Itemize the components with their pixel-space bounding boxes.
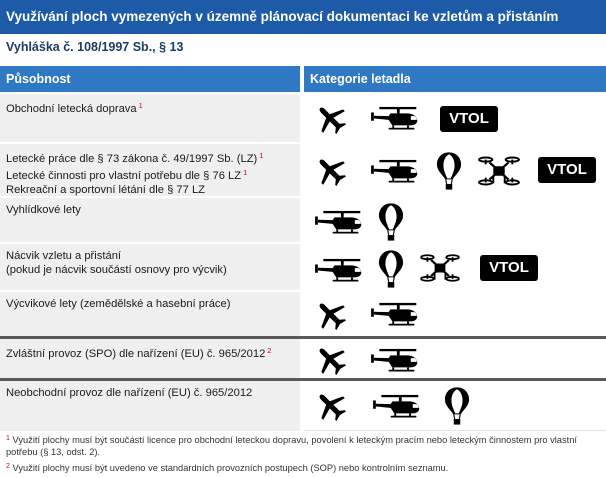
row-text: Zvláštní provoz (SPO) dle nařízení (EU) č. 965/2012 bbox=[6, 348, 266, 360]
row-text: Výcvikové lety (zemědělské a hasební práce) bbox=[6, 298, 231, 310]
footnote bbox=[6, 433, 598, 458]
table-row bbox=[0, 336, 606, 381]
row-scope bbox=[0, 339, 300, 381]
footnote bbox=[6, 461, 598, 474]
footnote-mark: 2 bbox=[6, 463, 10, 470]
footnote-mark: 1 bbox=[243, 168, 248, 177]
row-text: Neobchodní provoz dle nařízení (EU) č. 965/2012 bbox=[6, 387, 253, 399]
row-text: (pokud je nácvik součástí osnovy pro výcvik) bbox=[6, 264, 227, 276]
balloon-icon bbox=[378, 249, 404, 289]
page-title: Využívání ploch vymezených v územně plánovací dokumentaci ke vzletům a přistáním bbox=[0, 0, 606, 34]
row-scope bbox=[0, 144, 300, 198]
row-text: Nácvik vzletu a přistání bbox=[6, 250, 122, 262]
helicopter-icon bbox=[370, 106, 422, 130]
row-categories bbox=[304, 144, 606, 198]
helicopter-icon bbox=[314, 258, 366, 282]
drone-icon bbox=[420, 250, 460, 286]
row-text: Obchodní letecká doprava bbox=[6, 103, 137, 115]
footnote-mark: 1 bbox=[259, 151, 264, 160]
airplane-icon bbox=[314, 102, 348, 136]
table-row bbox=[0, 92, 606, 144]
row-text: Letecké činnosti pro vlastní potřebu dle § 76 LZ bbox=[6, 170, 242, 182]
table-row bbox=[0, 196, 606, 244]
row-categories bbox=[304, 292, 606, 338]
helicopter-icon bbox=[314, 210, 366, 234]
row-categories bbox=[304, 339, 606, 381]
vtol-badge: VTOL bbox=[440, 106, 498, 132]
row-scope bbox=[0, 198, 300, 244]
helicopter-icon bbox=[370, 159, 422, 183]
drone-icon bbox=[478, 152, 520, 190]
header-category: Kategorie letadla bbox=[304, 66, 606, 92]
helicopter-icon bbox=[372, 394, 424, 418]
footnote-mark: 2 bbox=[267, 346, 272, 355]
table-row bbox=[0, 378, 606, 431]
vtol-badge: VTOL bbox=[480, 255, 538, 281]
airplane-icon bbox=[314, 343, 348, 377]
row-scope bbox=[0, 292, 300, 338]
table-row bbox=[0, 142, 606, 198]
header-scope: Působnost bbox=[0, 66, 300, 92]
balloon-icon bbox=[436, 151, 462, 191]
row-scope bbox=[0, 381, 300, 431]
balloon-icon bbox=[444, 386, 470, 426]
row-text: Rekreační a sportovní létání dle § 77 LZ bbox=[6, 184, 206, 196]
airplane-icon bbox=[314, 154, 348, 188]
row-scope bbox=[0, 244, 300, 292]
row-categories bbox=[304, 244, 606, 292]
row-categories bbox=[304, 94, 606, 144]
airplane-icon bbox=[314, 389, 348, 423]
table-row bbox=[0, 290, 606, 338]
airplane-icon bbox=[314, 298, 348, 332]
row-text: Vyhlídkové lety bbox=[6, 204, 81, 216]
table-row bbox=[0, 242, 606, 292]
vtol-badge: VTOL bbox=[538, 157, 596, 183]
footnote-mark: 1 bbox=[6, 435, 10, 442]
page-subtitle: Vyhláška č. 108/1997 Sb., § 13 bbox=[6, 40, 184, 54]
helicopter-icon bbox=[370, 302, 422, 326]
helicopter-icon bbox=[370, 348, 422, 372]
footnote-text: Využití plochy musí být uvedeno ve standardních provozních postupech (SOP) nebo kontrolním seznamu. bbox=[12, 463, 449, 473]
footnote-mark: 1 bbox=[138, 101, 143, 110]
row-scope bbox=[0, 94, 300, 144]
row-categories bbox=[304, 381, 606, 431]
balloon-icon bbox=[378, 202, 404, 242]
footnote-text: Využití plochy musí být součástí licence pro obchodní leteckou dopravu, povolení k leteckým pracím nebo leteckým činnostem pro vlastní potřebu (§ 13, odst. 2). bbox=[6, 435, 577, 457]
row-categories bbox=[304, 198, 606, 244]
row-text: Letecké práce dle § 73 zákona č. 49/1997 Sb. (LZ) bbox=[6, 153, 258, 165]
